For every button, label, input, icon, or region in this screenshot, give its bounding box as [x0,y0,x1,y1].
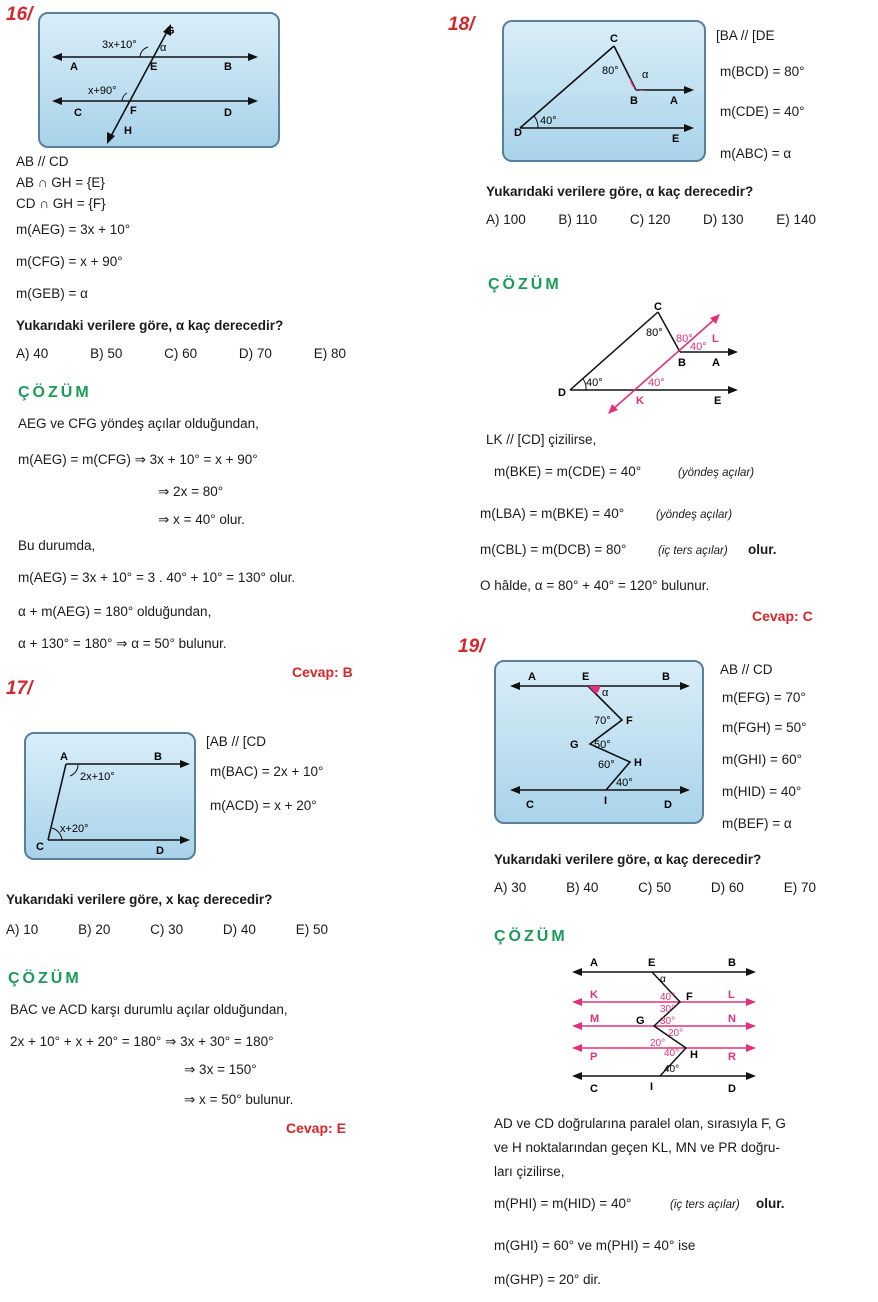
option: B) 40 [566,880,599,895]
option: B) 20 [78,922,111,937]
fig-label: D [156,845,164,857]
solution-line: BAC ve ACD karşı durumlu açılar olduğundan, [10,1002,288,1017]
fig-label: 40° [664,1048,680,1059]
question-number: 18/ [448,14,475,35]
given-line: CD ∩ GH = {F} [16,196,106,211]
solution-line: olur. [756,1196,785,1211]
given-line: [AB // [CD [206,734,267,749]
fig-label: E [150,61,158,73]
given-line: m(FGH) = 50° [722,720,807,735]
solution-line: O hâlde, α = 80° + 40° = 120° bulunur. [480,578,710,593]
fig-label: B [154,751,162,763]
solution-line: AD ve CD doğrularına paralel olan, sırasıyla F, G [494,1116,786,1131]
fig-label: C [74,107,82,119]
q18-figure [502,20,706,162]
fig-label: H [634,757,642,769]
solution-line: Bu durumda, [18,538,96,553]
solution-line: m(BKE) = m(CDE) = 40° [494,464,642,479]
fig-label: D [224,107,232,119]
q19-diagram [496,662,702,822]
fig-label: D [664,799,672,811]
solution-title: ÇÖZÜM [494,928,568,945]
solution-line: α + 130° = 180° ⇒ α = 50° bulunur. [18,636,227,651]
solution-line: ⇒ 3x = 150° [184,1062,257,1077]
fig-label: E [582,671,590,683]
question-number: 17/ [6,678,33,699]
answer: Cevap: E [286,1120,346,1136]
answer: Cevap: C [752,608,813,624]
question-text: Yukarıdaki verilere göre, α kaç derecedir? [486,184,754,199]
option: D) 130 [703,212,744,227]
fig-label: B [630,95,638,107]
solution-line: olur. [748,542,777,557]
fig-label: 80° [676,333,693,345]
given-line: m(HID) = 40° [722,784,802,799]
given-line: AB ∩ GH = {E} [16,175,105,190]
fig-label: D [728,1083,736,1095]
fig-label: 50° [594,739,611,751]
fig-label: α [160,42,167,54]
options [6,922,328,937]
fig-label: 20° [650,1038,666,1049]
given-line: m(BCD) = 80° [720,64,805,79]
fig-label: 40° [540,115,557,127]
options [16,346,346,361]
fig-label: F [626,715,633,727]
solution-title: ÇÖZÜM [8,970,82,987]
options [494,880,816,895]
q17-diagram [26,734,194,858]
option: E) 70 [783,880,816,895]
fig-label: I [604,795,608,807]
solution-note: (yöndeş açılar) [656,509,733,521]
solution-line: α + m(AEG) = 180° olduğundan, [18,604,212,619]
option: D) 40 [222,922,256,937]
fig-label: 40° [664,1064,680,1075]
solution-line: m(GHP) = 20° dir. [494,1272,602,1287]
fig-label: L [728,989,735,1001]
fig-label: x+90° [88,85,117,97]
given-line: m(BEF) = α [722,816,792,831]
question-text: Yukarıdaki verilere göre, α kaç derecedir? [494,852,762,867]
solution-line: m(GHI) = 60° ve m(PHI) = 40° ise [494,1238,696,1253]
fig-label: A [590,957,598,969]
fig-label: 30° [660,1004,676,1015]
fig-label: A [670,95,678,107]
fig-label: C [526,799,534,811]
fig-label: A [70,61,78,73]
solution-line: AEG ve CFG yöndeş açılar olduğundan, [18,416,259,431]
fig-label: 80° [602,65,619,77]
given-line: m(CDE) = 40° [720,104,805,119]
q18-diagram [504,22,704,160]
option: A) 30 [494,880,527,895]
fig-label: 20° [668,1028,684,1039]
option: C) 60 [164,346,198,361]
fig-label: M [590,1013,600,1025]
given-line: AB // CD [16,154,69,169]
answer: Cevap: B [292,664,353,680]
fig-label: 40° [616,777,633,789]
fig-label: C [36,841,44,853]
q16-diagram [40,14,278,146]
given-line: m(ACD) = x + 20° [210,798,317,813]
fig-label: α [642,69,649,81]
option: A) 100 [486,212,526,227]
given-line: m(GHI) = 60° [722,752,803,767]
solution-line: LK // [CD] çizilirse, [486,432,597,447]
q18-solution-diagram [556,298,746,416]
solution-line: 2x + 10° + x + 20° = 180° ⇒ 3x + 30° = 180° [10,1034,274,1049]
fig-label: 30° [660,1016,676,1027]
fig-label: 40° [648,377,665,389]
option: A) 40 [16,346,49,361]
q18-solution-figure [556,298,746,416]
fig-label: B [678,357,686,369]
fig-label: G [636,1015,645,1027]
fig-label: G [570,739,579,751]
fig-label: H [124,125,132,137]
fig-label: 2x+10° [80,771,115,783]
fig-label: α [660,974,666,985]
fig-label: E [714,395,722,407]
option: C) 50 [638,880,672,895]
fig-label: B [728,957,736,969]
fig-label: x+20° [60,823,89,835]
question-number: 16/ [6,4,33,25]
given-line: m(CFG) = x + 90° [16,254,123,269]
fig-label: F [686,991,693,1003]
solution-note: (yöndeş açılar) [678,467,755,479]
given-line: m(ABC) = α [720,146,792,161]
solution-line: m(AEG) = 3x + 10° = 3 . 40° + 10° = 130° olur. [18,570,296,585]
options [486,212,816,227]
fig-label: 40° [660,992,676,1003]
given-line: m(EFG) = 70° [722,690,806,705]
option: C) 30 [150,922,184,937]
solution-line: m(PHI) = m(HID) = 40° [494,1196,632,1211]
given-line: AB // CD [720,662,773,677]
solution-title: ÇÖZÜM [18,384,92,401]
option: D) 60 [710,880,744,895]
fig-label: A [712,357,720,369]
option: B) 110 [558,212,598,227]
option: E) 80 [313,346,346,361]
fig-label: L [712,333,719,345]
fig-label: K [636,395,644,407]
option: A) 10 [6,922,39,937]
solution-line: ⇒ 2x = 80° [158,484,224,499]
fig-label: K [590,989,598,1001]
option: E) 140 [776,212,816,227]
q16-figure [38,12,280,148]
solution-line: ve H noktalarından geçen KL, MN ve PR doğru- [494,1140,780,1155]
fig-label: C [610,33,618,45]
fig-label: I [650,1081,654,1093]
q19-solution-figure [568,954,764,1096]
q19-figure [494,660,704,824]
fig-label: G [166,25,175,37]
solution-line: ları çizilirse, [494,1164,565,1179]
fig-label: E [648,957,656,969]
fig-label: A [528,671,536,683]
q19-solution-diagram [568,954,764,1096]
question-text: Yukarıdaki verilere göre, x kaç derecedir? [6,892,273,907]
fig-label: C [590,1083,598,1095]
fig-label: A [60,751,68,763]
fig-label: D [558,387,566,399]
fig-label: B [224,61,232,73]
fig-label: 80° [646,327,663,339]
fig-label: F [130,105,137,117]
option: C) 120 [629,212,671,227]
fig-label: B [662,671,670,683]
solution-line: m(AEG) = m(CFG) ⇒ 3x + 10° = x + 90° [18,452,258,467]
option: B) 50 [90,346,123,361]
option: D) 70 [238,346,272,361]
fig-label: 40° [586,377,603,389]
solution-line: ⇒ x = 50° bulunur. [184,1092,294,1107]
fig-label: R [728,1051,736,1063]
given-line: m(AEG) = 3x + 10° [16,222,131,237]
option: E) 50 [295,922,328,937]
solution-title: ÇÖZÜM [488,276,562,293]
fig-label: C [654,301,662,313]
q17-figure [24,732,196,860]
solution-note: (iç ters açılar) [670,1199,740,1211]
fig-label: H [690,1049,698,1061]
given-line: m(GEB) = α [16,286,88,301]
question-number: 19/ [458,636,485,657]
fig-label: 40° [690,341,707,353]
given-line: [BA // [DE [716,28,775,43]
question-text: Yukarıdaki verilere göre, α kaç derecedir? [16,318,284,333]
fig-label: 60° [598,759,615,771]
fig-label: 70° [594,715,611,727]
given-line: m(BAC) = 2x + 10° [210,764,324,779]
fig-label: 3x+10° [102,39,137,51]
fig-label: E [672,133,680,145]
fig-label: P [590,1051,598,1063]
fig-label: N [728,1013,736,1025]
solution-line: m(LBA) = m(BKE) = 40° [480,506,625,521]
solution-note: (iç ters açılar) [658,545,728,557]
solution-line: m(CBL) = m(DCB) = 80° [480,542,627,557]
fig-label: α [602,687,609,699]
solution-line: ⇒ x = 40° olur. [158,512,245,527]
fig-label: D [514,127,522,139]
